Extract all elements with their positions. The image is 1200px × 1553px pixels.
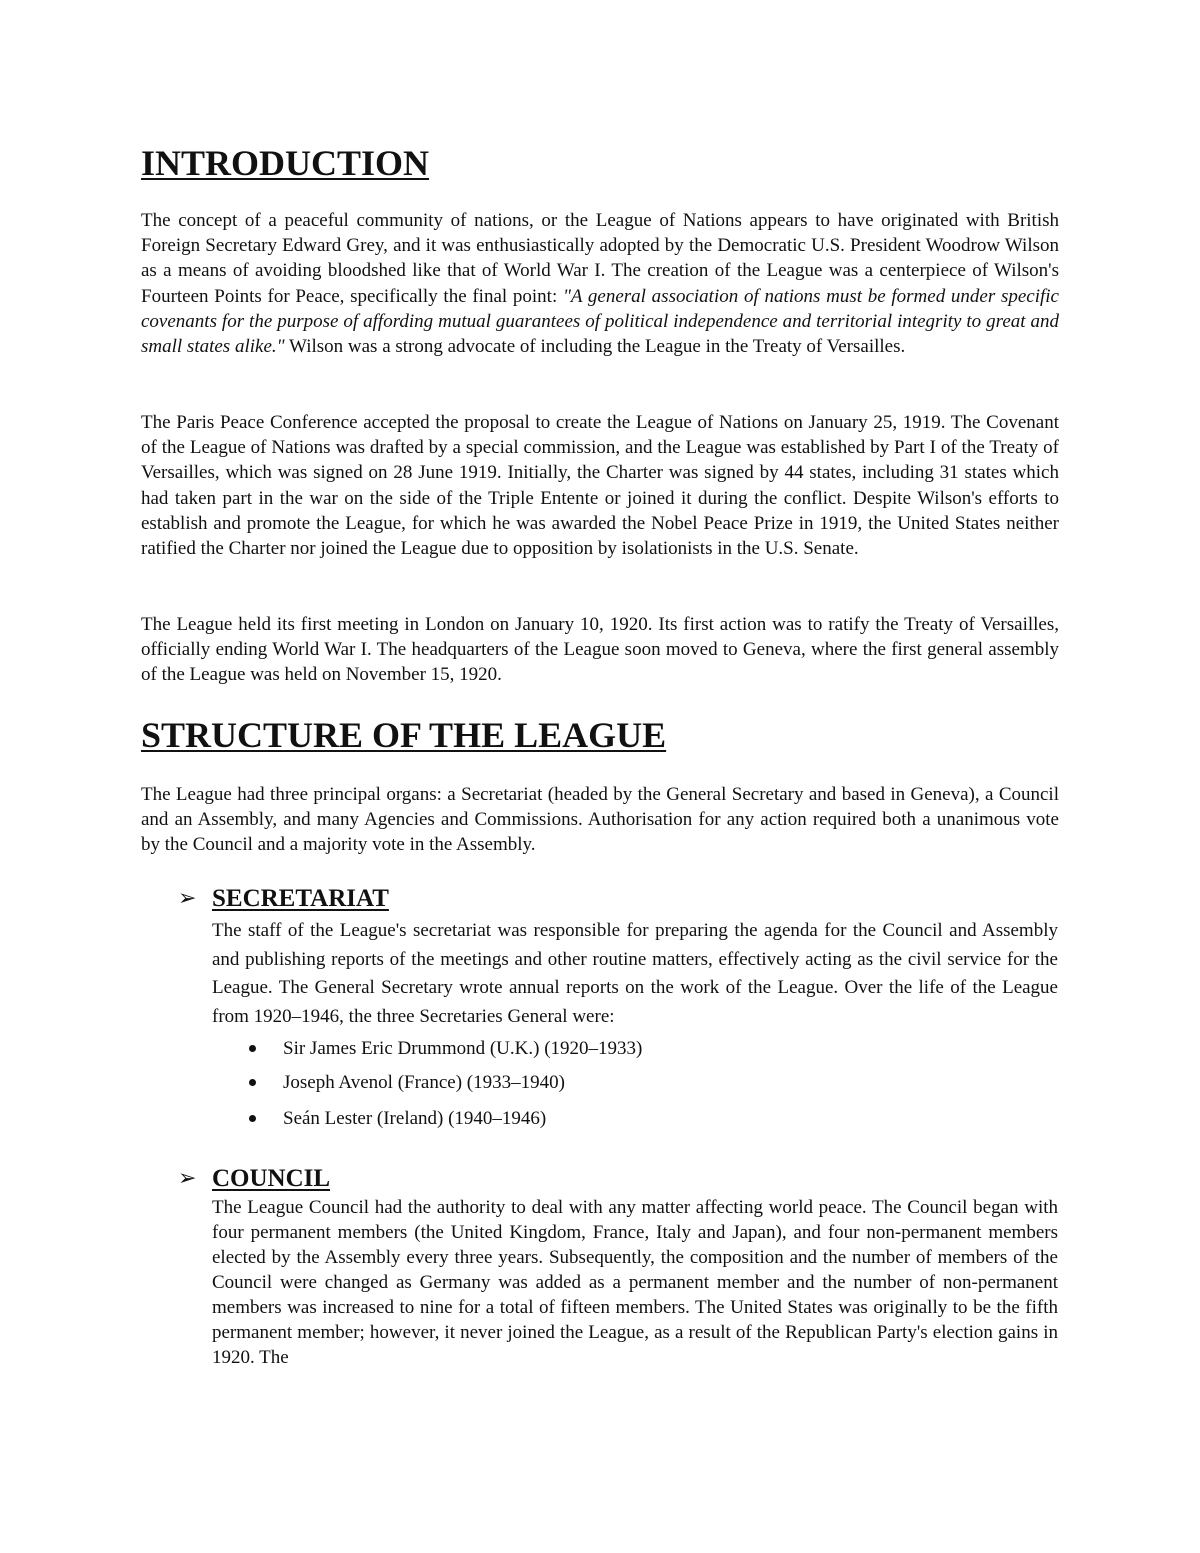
bullet-dot-icon bbox=[249, 1079, 256, 1086]
list-item bbox=[245, 1070, 642, 1106]
intro-paragraph-1-text: The concept of a peaceful community of nations, or the League of Nations appears to have originated with British Foreign Secretary Edward Grey, and it was enthusiastically adopted by the Democratic U.S. President Woodrow Wilson as a means of avoiding bloodshed like that of World War I. The creation of the League was a centerpiece of Wilson's Fourteen Points for Peace, specifically the final point: bbox=[141, 210, 1059, 307]
wilson-quote: "A general association of nations must be formed under specific covenants for the purpose of affording mutual guarantees of political independence and territorial integrity to great and small states alike." bbox=[141, 285, 1059, 358]
secretaries-list bbox=[245, 1036, 642, 1142]
arrow-bullet-icon: ➢ bbox=[178, 886, 197, 911]
structure-paragraph: The League had three principal organs: a Secretariat (headed by the General Secretary and based in Geneva), a Council and an Assembly, and many Agencies and Commissions. Authorisation for any action required both a unanimous vote by the Council and a majority vote in the Assembly. bbox=[141, 784, 1059, 856]
arrow-bullet-icon: ➢ bbox=[178, 1166, 197, 1191]
council-paragraph: The League Council had the authority to deal with any matter affecting world peace. The Council began with four permanent members (the United Kingdom, France, Italy and Japan), and four non-permanent members elected by the Assembly every three years. Subsequently, the composition and the number of members of the Council were changed as Germany was added as a permanent member and the number of non-permanent members was increased to nine for a total of fifteen members. The United States was originally to be the fifth permanent member; however, it never joined the League, as a result of the Republican Party's election gains in 1920. The bbox=[212, 1197, 1058, 1368]
secretariat-paragraph: The staff of the League's secretariat was responsible for preparing the agenda for the Council and Assembly and publishing reports of the meetings and other routine matters, effectively acting as the civil service for the League. The General Secretary wrote annual reports on the work of the League. Over the life of the League from 1920–1946, the three Secretaries General were: bbox=[212, 920, 1058, 1027]
intro-paragraph-1 bbox=[141, 208, 1059, 359]
bullet-dot-icon bbox=[249, 1045, 256, 1052]
secretary-name: Joseph Avenol (France) (1933–1940) bbox=[283, 1072, 565, 1093]
council-heading: COUNCIL bbox=[212, 1165, 331, 1192]
intro-paragraph-3: The League held its first meeting in London on January 10, 1920. Its first action was to ratify the Treaty of Versailles, officially ending World War I. The headquarters of the League soon moved to Geneva, where the first general assembly of the League was held on November 15, 1920. bbox=[141, 614, 1059, 686]
list-item bbox=[245, 1036, 642, 1070]
intro-paragraph-1-end: Wilson was a strong advocate of including the League in the Treaty of Versailles. bbox=[284, 336, 906, 358]
secretariat-heading: SECRETARIAT bbox=[212, 885, 389, 912]
structure-heading: STRUCTURE OF THE LEAGUE bbox=[141, 715, 667, 755]
council-heading-row bbox=[178, 1165, 330, 1193]
list-item bbox=[245, 1106, 642, 1142]
bullet-dot-icon bbox=[249, 1115, 256, 1122]
secretariat-heading-row bbox=[178, 885, 389, 913]
introduction-heading: INTRODUCTION bbox=[141, 143, 430, 183]
secretary-name: Seán Lester (Ireland) (1940–1946) bbox=[283, 1108, 547, 1129]
intro-paragraph-2: The Paris Peace Conference accepted the proposal to create the League of Nations on January 25, 1919. The Covenant of the League of Nations was drafted by a special commission, and the League was established by Part I of the Treaty of Versailles, which was signed on 28 June 1919. Initially, the Charter was signed by 44 states, including 31 states which had taken part in the war on the side of the Triple Entente or joined it during the conflict. Despite Wilson's efforts to establish and promote the League, for which he was awarded the Nobel Peace Prize in 1919, the United States neither ratified the Charter nor joined the League due to opposition by isolationists in the U.S. Senate. bbox=[141, 412, 1059, 560]
secretary-name: Sir James Eric Drummond (U.K.) (1920–1933) bbox=[283, 1038, 643, 1059]
